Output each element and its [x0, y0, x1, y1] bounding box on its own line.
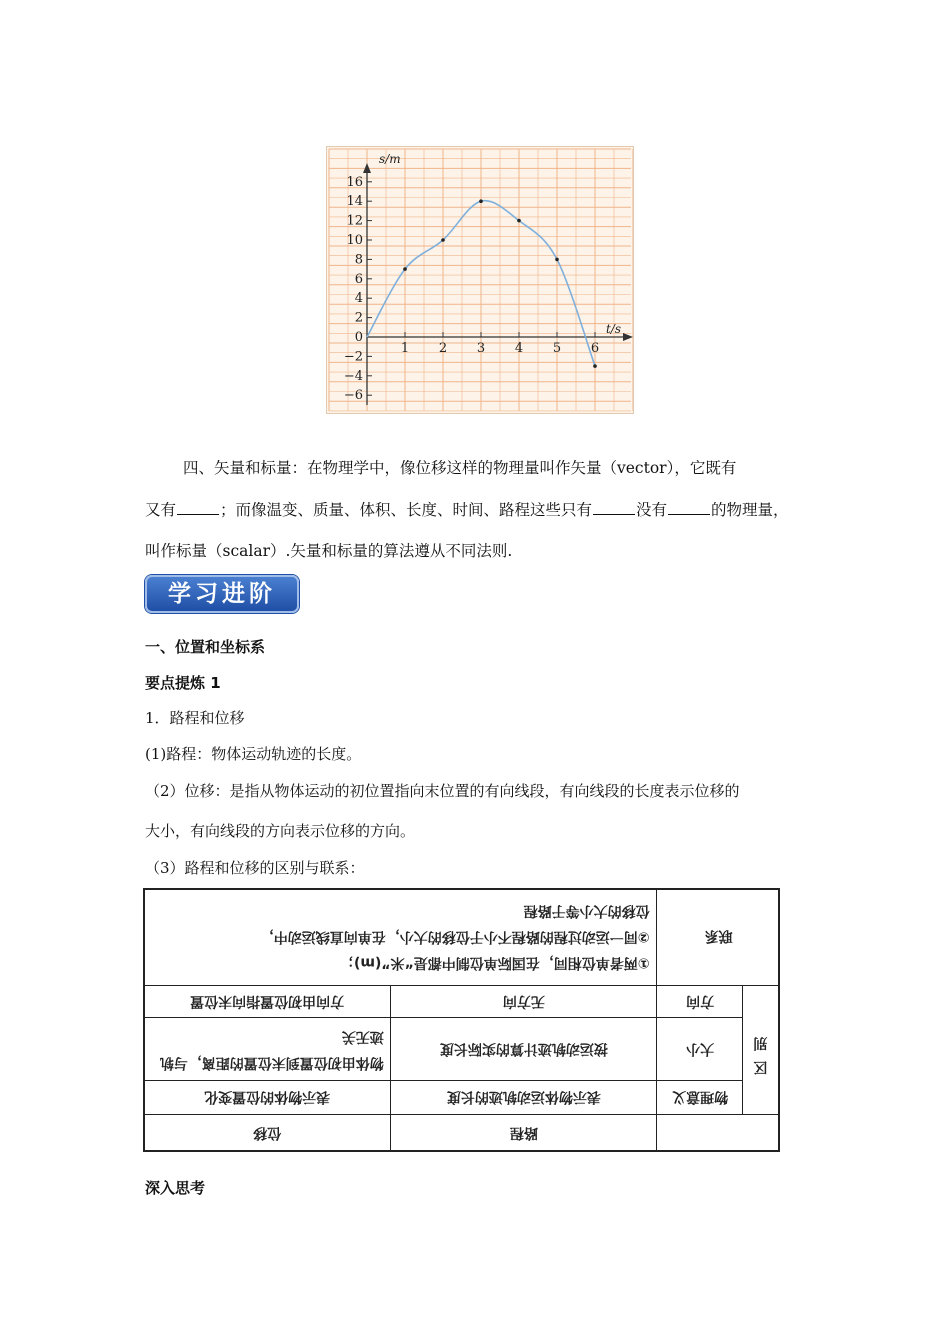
item-displacement-line2: 大小，有向线段的方向表示位移的方向。: [145, 822, 416, 840]
section4-text-c: 没有: [636, 501, 668, 519]
row-size-label: 大小: [657, 1018, 743, 1080]
item-displacement-line1: （2）位移：是指从物体运动的初位置指向末位置的有向线段，有向线段的长度表示位移的: [145, 782, 740, 800]
col-disp-header: 位移: [144, 1115, 391, 1151]
section4-text-a: 又有: [145, 501, 177, 519]
y-tick-label: 10: [346, 233, 363, 248]
size-disp: 物体由初位置到末位置的距离，与轨迹无关: [144, 1018, 391, 1080]
blank-1: [177, 500, 219, 515]
link-3: 位移的大小等于路程: [523, 903, 650, 920]
link-cell: [144, 889, 657, 986]
x-tick-label: 1: [400, 341, 410, 356]
blank-2: [593, 500, 635, 515]
link-1: ①两者单位相同，在国际单位制中都是“米”(m)；: [339, 955, 650, 972]
section4-line1: 四、矢量和标量：在物理学中，像位移这样的物理量叫作矢量（vector），它既有: [183, 459, 737, 477]
heading-position: 一、位置和坐标系: [145, 638, 266, 656]
item-difference: （3）路程和位移的区别与联系：: [145, 859, 365, 877]
data-point: [517, 219, 521, 223]
displacement-time-chart: [326, 146, 634, 414]
section4-text-b: ；而像温变、质量、体积、长度、时间、路程这些只有: [220, 501, 593, 519]
size-path: 按运动轨迹计算的实际长度: [391, 1018, 657, 1080]
meaning-disp: 表示物体的位置变化: [144, 1080, 391, 1114]
y-tick-label: 12: [346, 213, 363, 229]
blank-3: [668, 500, 710, 515]
y-tick-label: 6: [354, 271, 363, 287]
y-tick-label: 8: [354, 252, 363, 268]
data-point: [479, 199, 483, 203]
chart-svg: [327, 147, 633, 413]
x-tick-label: 4: [514, 341, 524, 356]
group-diff-label: 区别: [743, 986, 779, 1115]
x-tick-label: 3: [476, 341, 486, 356]
x-tick-label: 2: [438, 341, 448, 356]
data-point: [593, 364, 597, 368]
row-link-label: 联系: [657, 889, 779, 986]
y-tick-label: −4: [343, 368, 363, 384]
x-tick-label: 6: [590, 341, 600, 356]
y-tick-label: 14: [346, 194, 363, 210]
x-axis-label: t/s: [605, 322, 621, 336]
y-axis-label: s/m: [379, 152, 401, 166]
banner-text: 学习进阶: [168, 581, 276, 607]
meaning-path: 表示物体运动轨迹的长度: [391, 1080, 657, 1114]
y-tick-label: −2: [343, 349, 363, 365]
comparison-table: [143, 888, 780, 1152]
heading-think: 深入思考: [145, 1179, 206, 1197]
section4-line3: 叫作标量（scalar）.矢量和标量的算法遵从不同法则.: [145, 542, 513, 560]
y-tick-label: −6: [343, 388, 363, 404]
data-point: [441, 238, 445, 242]
heading-key-points: 要点提炼 1: [145, 674, 221, 692]
row-dir-label: 方向: [657, 986, 743, 1018]
y-tick-label: 0: [354, 330, 363, 345]
y-tick-label: 2: [354, 310, 363, 326]
y-tick-label: 16: [346, 174, 363, 190]
x-tick-label: 5: [552, 341, 562, 356]
link-2: ②同一运动过程的路程不小于位移的大小，在单向直线运动中，: [259, 929, 650, 946]
dir-disp: 方向由初位置指向末位置: [144, 986, 391, 1018]
data-point: [403, 267, 407, 271]
col-path-header: 路程: [391, 1115, 657, 1151]
section4-text-d: 的物理量，: [711, 501, 789, 519]
corner-cell: [657, 1115, 779, 1151]
item-path-displacement: 1．路程和位移: [145, 709, 245, 727]
dir-path: 无方向: [391, 986, 657, 1018]
section4-line2: [145, 500, 789, 520]
row-meaning-label: 物理意义: [657, 1080, 743, 1114]
y-tick-label: 4: [354, 291, 363, 307]
item-path-definition: (1)路程：物体运动轨迹的长度。: [145, 745, 362, 763]
x-axis-arrow: [623, 333, 633, 341]
data-point: [555, 258, 559, 262]
section-banner: [145, 575, 299, 613]
